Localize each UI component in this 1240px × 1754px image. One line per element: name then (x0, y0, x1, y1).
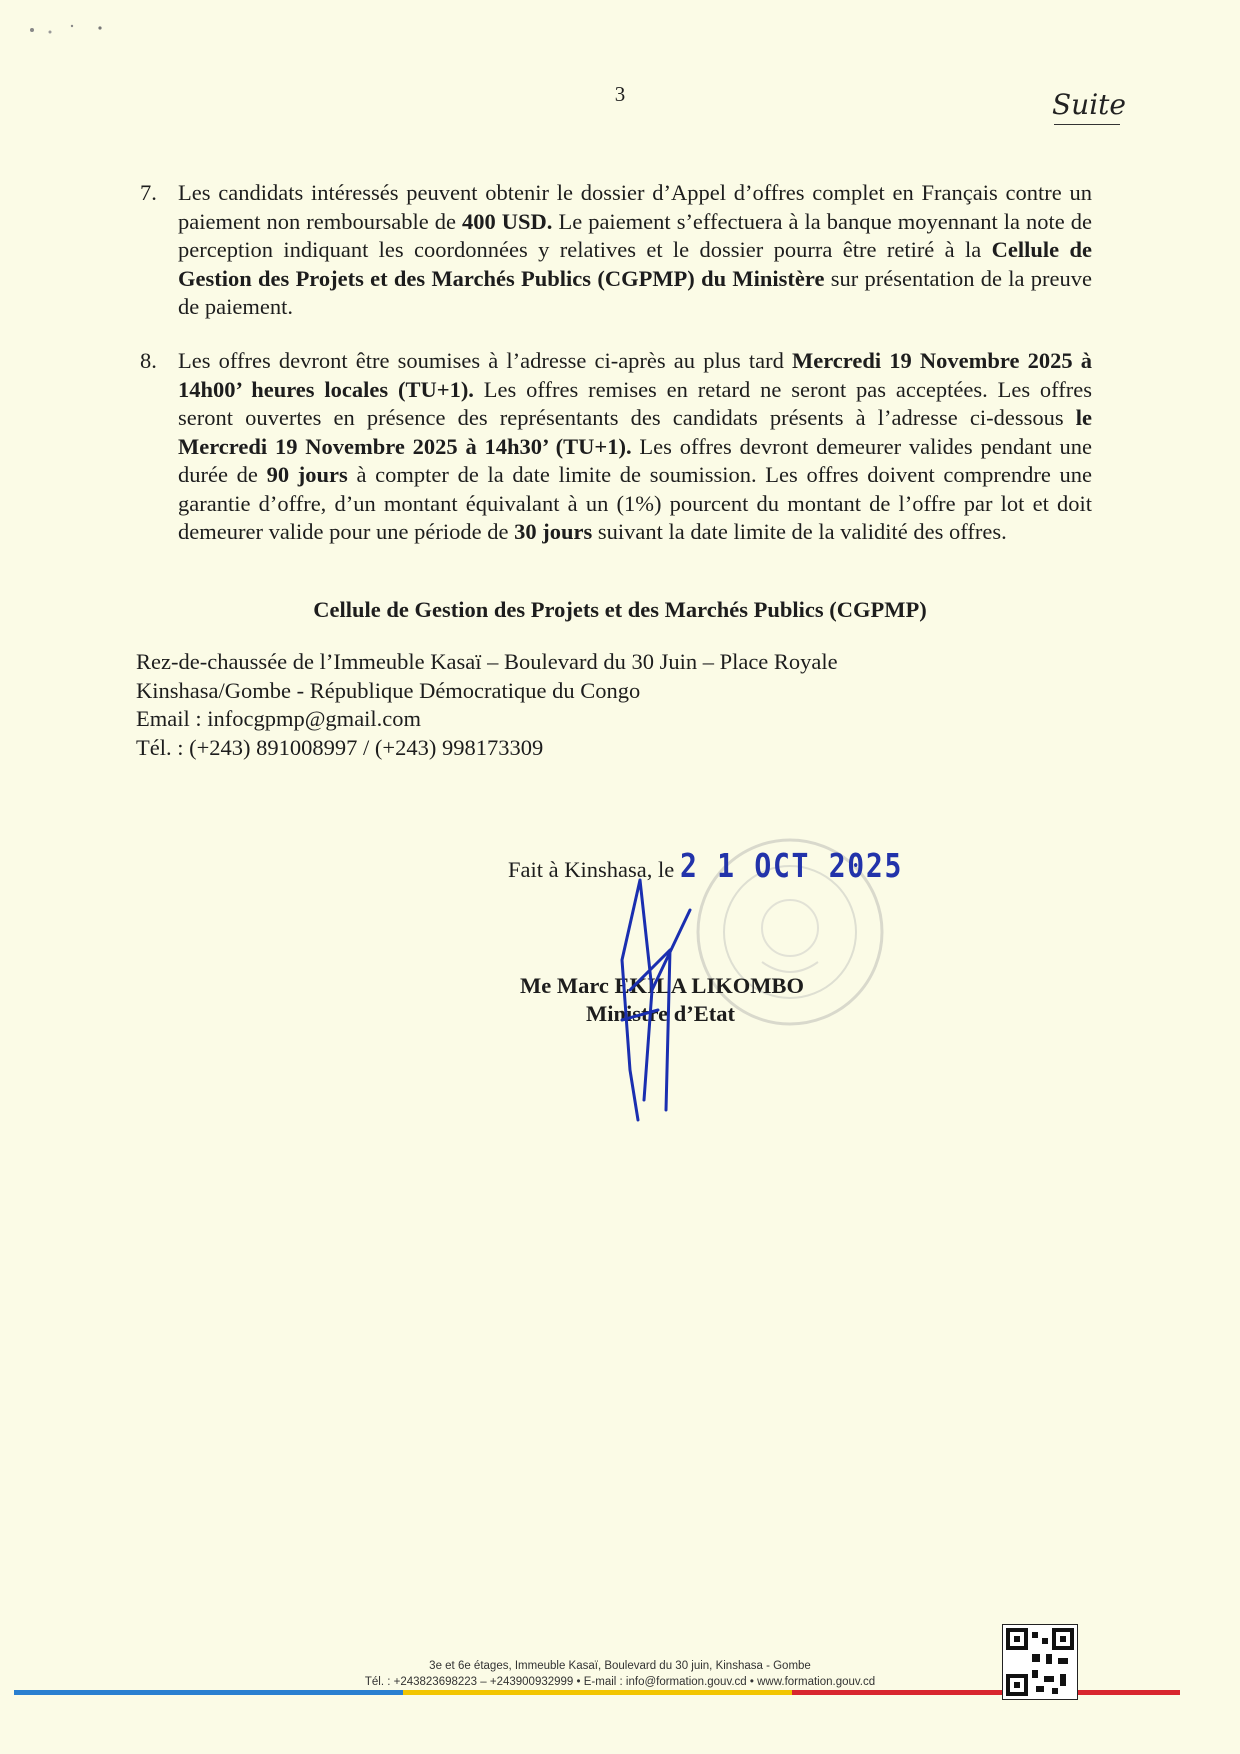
signer-title: Ministre d’Etat (586, 1001, 735, 1026)
address-line: Rez-de-chaussée de l’Immeuble Kasaï – Boulevard du 30 Juin – Place Royale (136, 649, 838, 674)
continuation-mark: Suite (1052, 88, 1126, 121)
qr-code-icon (1002, 1624, 1078, 1700)
text-run: Les offres devront être soumises à l’adresse ci-après au plus tard (178, 348, 792, 373)
text-run: Les offres remises en retard ne seront pas acceptées. Les offres seront ouvertes en présence des représentants des candidats présents à l’adresse ci-dessous (178, 376, 1092, 430)
address-line: Kinshasa/Gombe - République Démocratique du Congo (136, 677, 641, 703)
bold-run: 90 jours (266, 462, 348, 487)
paragraph-number: 8. (140, 348, 157, 373)
signer-name: Me Marc EKILA LIKOMBO (520, 973, 804, 998)
paragraph-7 (140, 179, 1092, 322)
bold-run: 400 USD. (462, 208, 553, 234)
paragraph-8 (140, 347, 1093, 547)
place-label: Fait à Kinshasa, le (508, 857, 675, 882)
text-run: à compter de la date limite de soumission. Les offres doivent comprendre une garantie d’offre, d’un montant équivalant à un (1%) pourcent du montant de l’offre par lot et doit demeurer valide pour une période de (178, 462, 1093, 544)
bold-run: Cellule de Gestion des Projets et des Marchés Publics (CGPMP) du Ministère (178, 237, 1092, 291)
bold-run: 30 jours (514, 519, 593, 544)
continuation-underline (1054, 124, 1120, 125)
handwritten-signature (600, 870, 720, 1130)
page-number: 3 (614, 82, 626, 106)
scan-speckles (28, 18, 128, 42)
text-run: Les candidats intéressés peuvent obtenir le dossier d’Appel d’offres complet en Français contre un paiement non remboursable de (178, 180, 1092, 234)
contact-title: Cellule de Gestion des Projets et des Marchés Publics (CGPMP) (313, 597, 927, 622)
text-run: Le paiement s’effectuera à la banque moyennant la note de perception indiquant les coordonnées y relatives et le dossier pourra être retiré à la (178, 208, 1092, 262)
paragraph-number: 7. (140, 180, 157, 205)
text-run: sur présentation de la preuve de paiement. (178, 265, 1092, 319)
text-run: Les offres devront demeurer valides pendant une durée de (178, 433, 1093, 487)
phone-line: Tél. : (+243) 891008997 / (+243) 998173309 (136, 734, 544, 760)
contact-address (136, 648, 838, 762)
email-line: Email : infocgpmp@gmail.com (136, 706, 422, 731)
bold-run: Mercredi 19 Novembre 2025 à 14h00’ heures locales (TU+1). (178, 348, 1092, 402)
date-stamp: 2 1 OCT 2025 (680, 846, 904, 885)
text-run: suivant la date limite de la validité des offres. (592, 519, 1007, 544)
footer-address: 3e et 6e étages, Immeuble Kasaï, Boulevard du 30 juin, Kinshasa - Gombe (429, 1660, 811, 1672)
bold-run: le Mercredi 19 Novembre 2025 à 14h30’ (TU+1). (178, 405, 1092, 459)
footer-contacts: Tél. : +243823698223 – +243900932999 • E-mail : info@formation.gouv.cd • www.formation.gouv.cd (364, 1676, 876, 1688)
